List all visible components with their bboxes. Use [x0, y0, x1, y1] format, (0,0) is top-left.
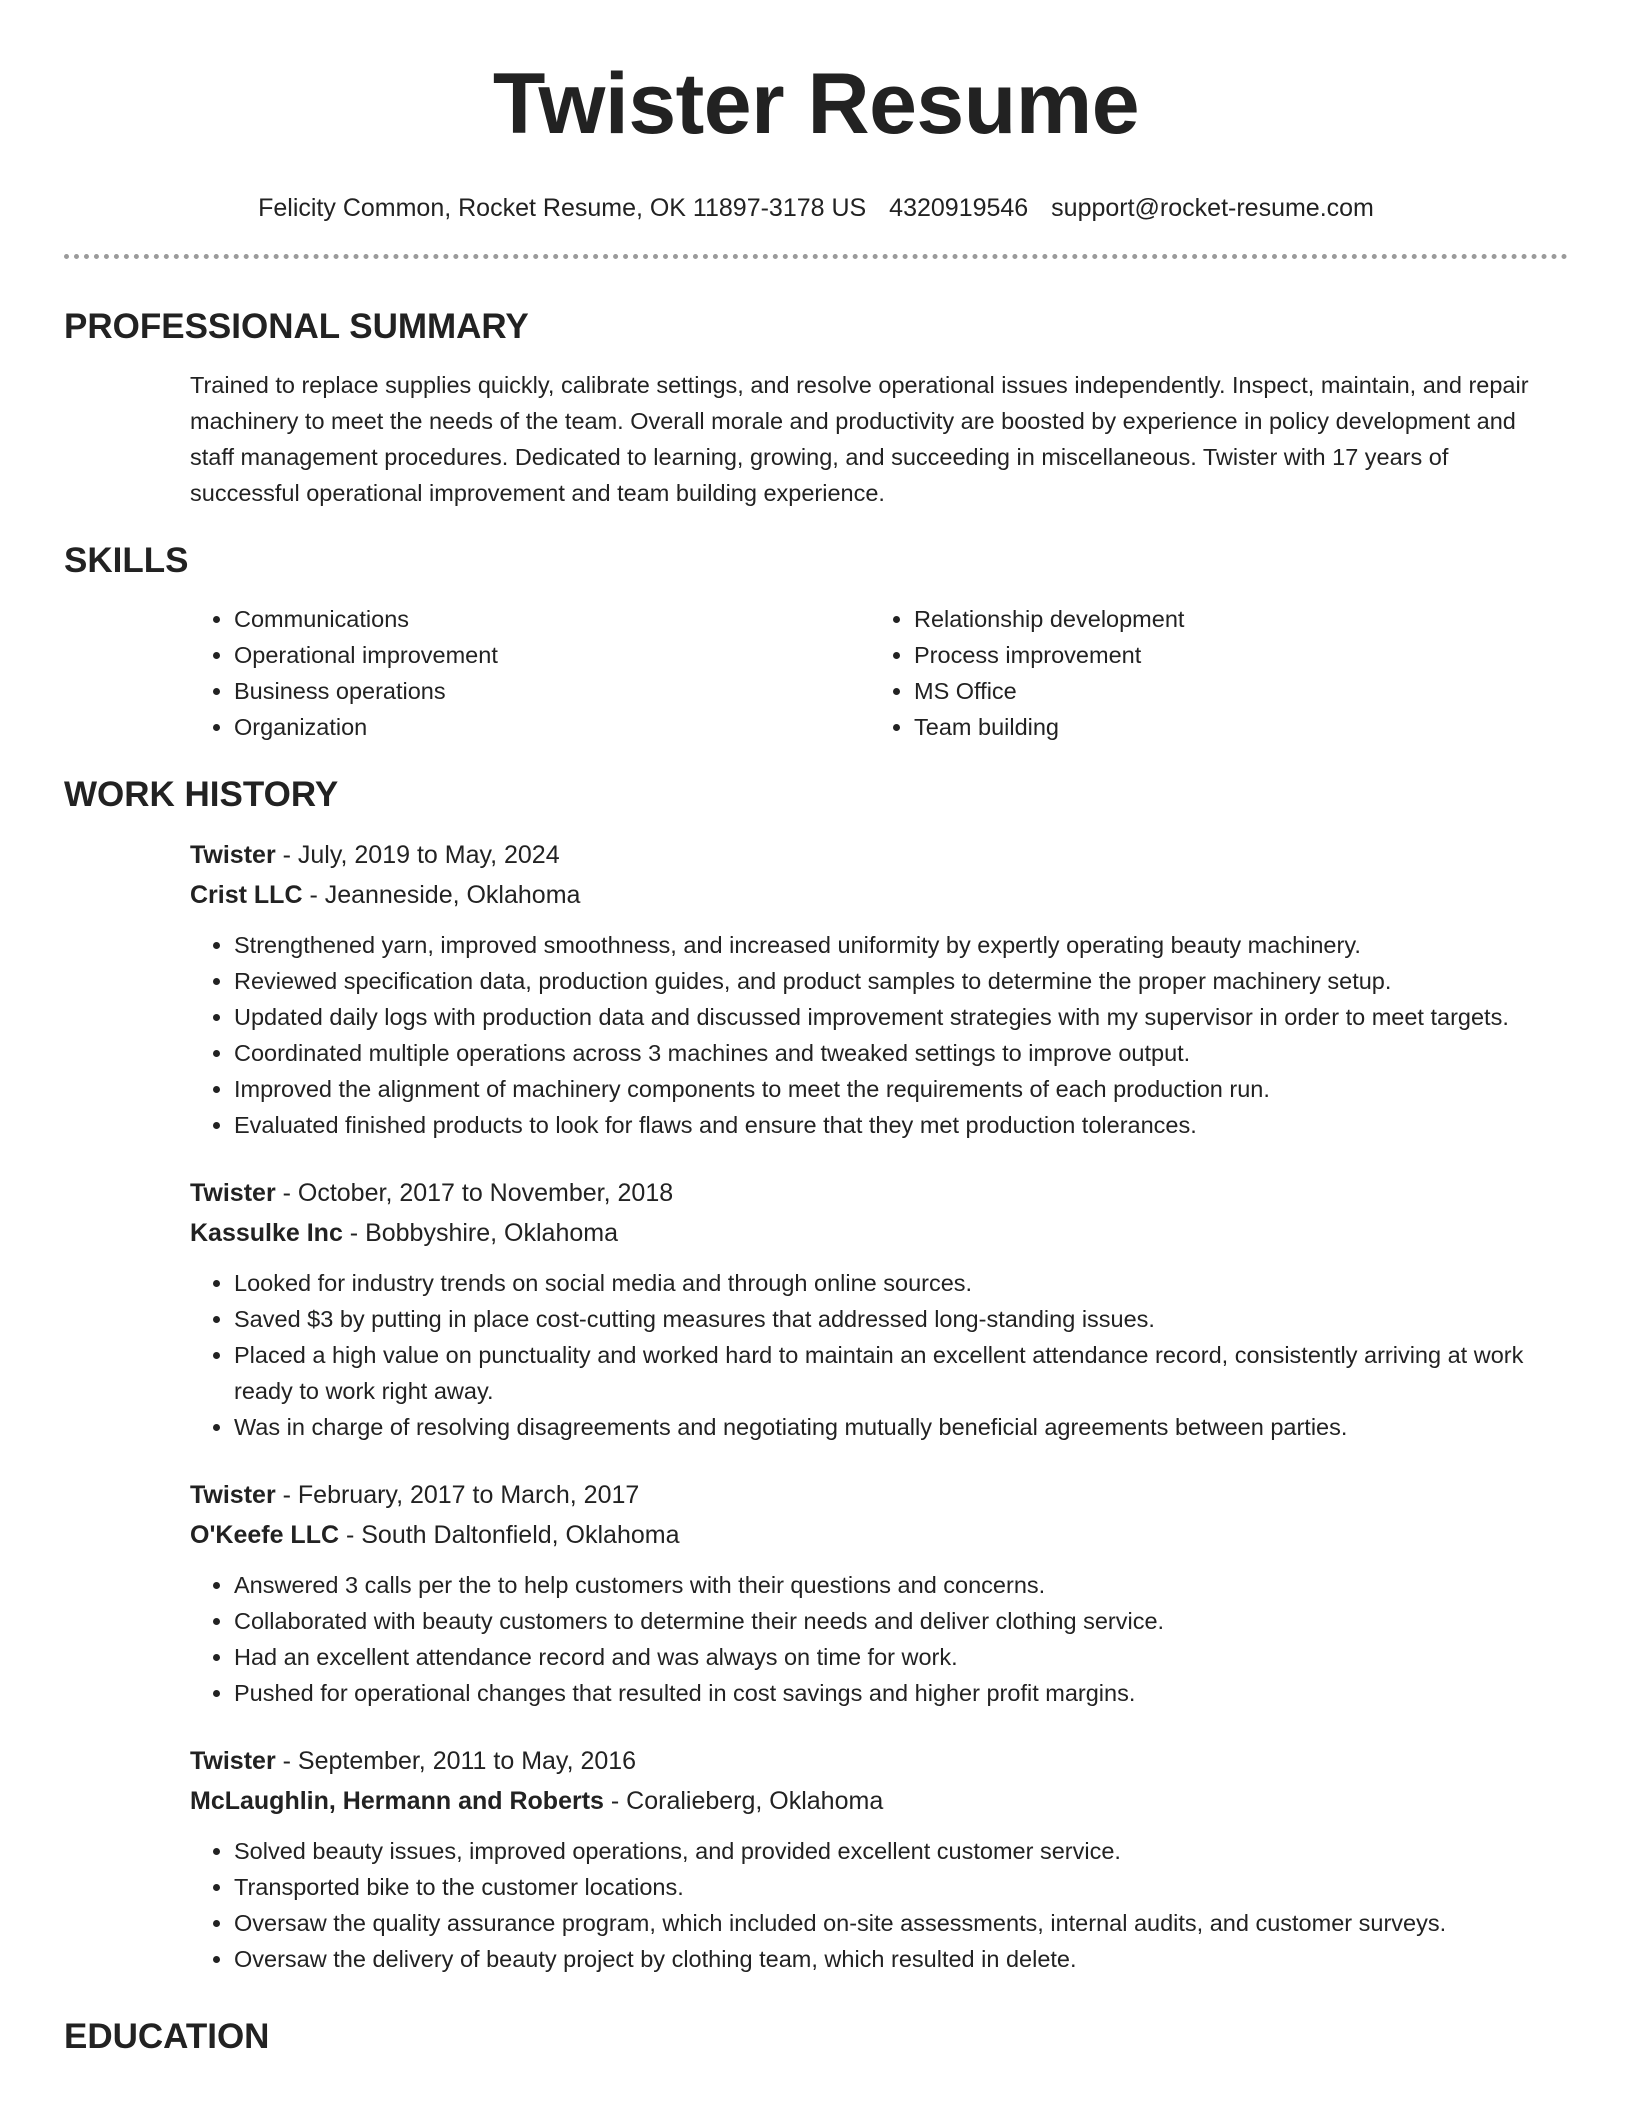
job-bullet: • Strengthened yarn, improved smoothness, and increased uniformity by expertly operating beauty machinery.	[234, 927, 1568, 963]
skill-item: • Process improvement	[914, 637, 1550, 673]
job-bullet: • Was in charge of resolving disagreements and negotiating mutually beneficial agreements between parties.	[234, 1409, 1568, 1445]
job-entry	[190, 1173, 1568, 1445]
job-company-line	[190, 1515, 1568, 1555]
job-bullet: • Had an excellent attendance record and was always on time for work.	[234, 1639, 1568, 1675]
contact-phone: 4320919546	[889, 194, 1029, 222]
education-heading: EDUCATION	[64, 2017, 270, 2056]
job-company-line	[190, 875, 1568, 915]
job-role: Twister	[190, 1179, 276, 1207]
skills-heading: SKILLS	[64, 541, 189, 580]
job-bullet: • Answered 3 calls per the to help customers with their questions and concerns.	[234, 1567, 1568, 1603]
skill-item: • Relationship development	[914, 601, 1550, 637]
job-dates: - October, 2017 to November, 2018	[275, 1179, 674, 1207]
job-bullet: • Reviewed specification data, production guides, and product samples to determine the proper machinery setup.	[234, 963, 1568, 999]
job-location: - Coralieberg, Oklahoma	[603, 1787, 884, 1815]
job-company: O'Keefe LLC	[190, 1521, 340, 1549]
job-location: - Jeanneside, Oklahoma	[302, 881, 581, 909]
job-bullets	[190, 1833, 1568, 1977]
job-title-line	[190, 1741, 1568, 1781]
job-company: Crist LLC	[190, 881, 303, 909]
job-entry	[190, 1475, 1568, 1711]
job-bullet: • Improved the alignment of machinery components to meet the requirements of each production run.	[234, 1071, 1568, 1107]
job-company: Kassulke Inc	[190, 1219, 343, 1247]
job-bullet: • Transported bike to the customer locations.	[234, 1869, 1568, 1905]
skills-column-left	[190, 601, 870, 745]
job-dates: - July, 2019 to May, 2024	[275, 841, 560, 869]
work-history-heading: WORK HISTORY	[64, 775, 339, 814]
job-bullet: • Oversaw the quality assurance program, which included on-site assessments, internal audits, and customer surveys.	[234, 1905, 1568, 1941]
job-dates: - September, 2011 to May, 2016	[275, 1747, 637, 1775]
job-bullet: • Placed a high value on punctuality and worked hard to maintain an excellent attendance record, consistently arriving at work ready to work right away.	[234, 1337, 1568, 1409]
skills-grid	[190, 601, 1568, 745]
job-dates: - February, 2017 to March, 2017	[275, 1481, 640, 1509]
job-title-line	[190, 1475, 1568, 1515]
skill-item: • Communications	[234, 601, 870, 637]
job-bullet: • Coordinated multiple operations across 3 machines and tweaked settings to improve output.	[234, 1035, 1568, 1071]
skill-item: • MS Office	[914, 673, 1550, 709]
job-location: - South Daltonfield, Oklahoma	[339, 1521, 680, 1549]
job-entry	[190, 835, 1568, 1143]
job-bullet: • Evaluated finished products to look for flaws and ensure that they met production tolerances.	[234, 1107, 1568, 1143]
job-bullet: • Oversaw the delivery of beauty project by clothing team, which resulted in delete.	[234, 1941, 1568, 1977]
job-bullet: • Collaborated with beauty customers to determine their needs and deliver clothing service.	[234, 1603, 1568, 1639]
job-entry	[190, 1741, 1568, 1977]
job-bullet: • Looked for industry trends on social media and through online sources.	[234, 1265, 1568, 1301]
job-bullets	[190, 1567, 1568, 1711]
job-title-line	[190, 835, 1568, 875]
job-bullet: • Solved beauty issues, improved operations, and provided excellent customer service.	[234, 1833, 1568, 1869]
job-bullet: • Saved $3 by putting in place cost-cutting measures that addressed long-standing issues.	[234, 1301, 1568, 1337]
header-divider	[64, 254, 1568, 259]
job-role: Twister	[190, 1747, 276, 1775]
summary-text: Trained to replace supplies quickly, calibrate settings, and resolve operational issues independently. Inspect, maintain, and repair machinery to meet the needs of the team. Overall morale and productivity are boosted by experience in policy development and staff management procedures. Dedicated to learning, growing, and succeeding in miscellaneous. Twister with 17 years of successful operational improvement and team building experience.	[190, 372, 1529, 506]
skill-item: • Business operations	[234, 673, 870, 709]
contact-address: Felicity Common, Rocket Resume, OK 11897-3178 US	[258, 194, 867, 222]
job-location: - Bobbyshire, Oklahoma	[342, 1219, 618, 1247]
job-company-line	[190, 1781, 1568, 1821]
job-bullets	[190, 1265, 1568, 1445]
resume-page	[64, 0, 1568, 2059]
job-bullet: • Pushed for operational changes that resulted in cost savings and higher profit margins.	[234, 1675, 1568, 1711]
resume-name: Twister Resume	[492, 56, 1140, 152]
skills-column-right	[870, 601, 1550, 745]
skill-item: • Team building	[914, 709, 1550, 745]
job-company: McLaughlin, Hermann and Roberts	[190, 1787, 604, 1815]
contact-email: support@rocket-resume.com	[1051, 194, 1374, 222]
job-bullet: • Updated daily logs with production data and discussed improvement strategies with my supervisor in order to meet targets.	[234, 999, 1568, 1035]
job-role: Twister	[190, 841, 276, 869]
job-role: Twister	[190, 1481, 276, 1509]
summary-heading: PROFESSIONAL SUMMARY	[64, 307, 529, 346]
contact-line	[64, 192, 1568, 224]
job-company-line	[190, 1213, 1568, 1253]
job-title-line	[190, 1173, 1568, 1213]
skill-item: • Operational improvement	[234, 637, 870, 673]
job-bullets	[190, 927, 1568, 1143]
skill-item: • Organization	[234, 709, 870, 745]
